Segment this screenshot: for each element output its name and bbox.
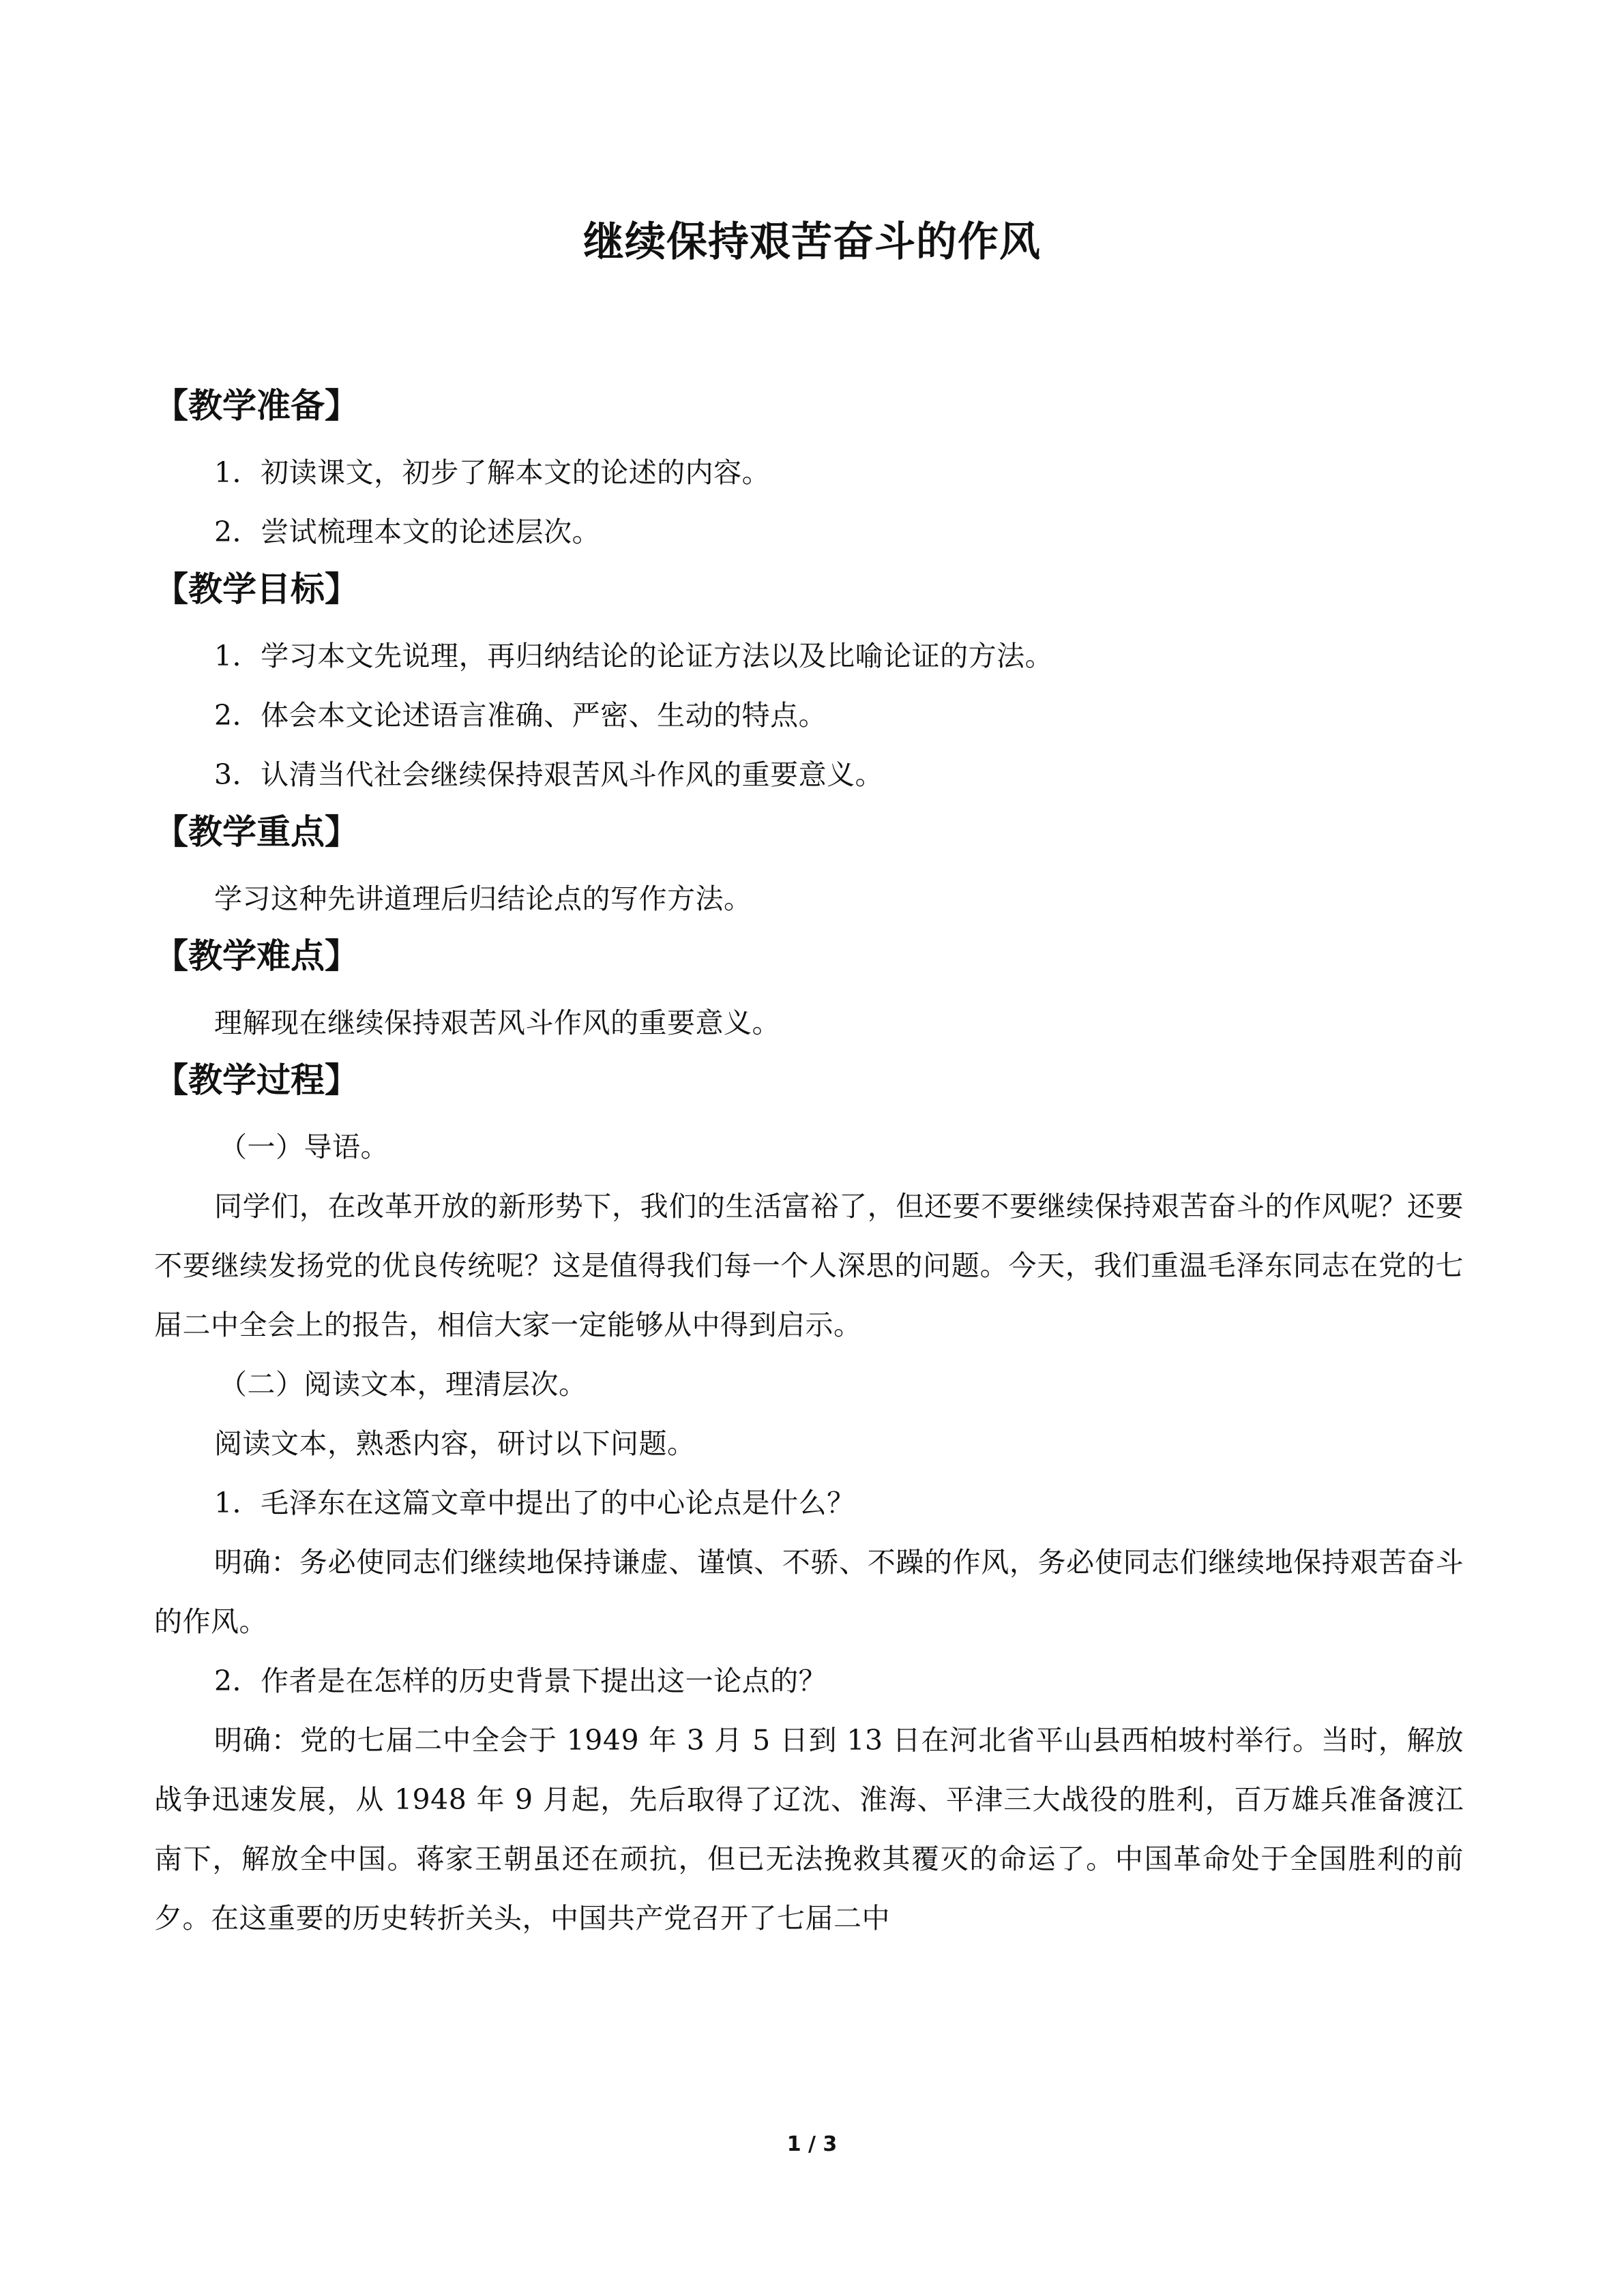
process-paragraph: （二）阅读文本，理清层次。 [219,1368,587,1401]
heading-preparation: 【教学准备】 [154,386,359,426]
process-paragraph: 2．作者是在怎样的历史背景下提出这一论点的？ [214,1665,827,1697]
document-body [154,378,1464,1948]
process-paragraph: 1．毛泽东在这篇文章中提出了的中心论点是什么？ [214,1487,855,1519]
objective-item-1: 1．学习本文先说理，再归纳结论的论证方法以及比喻论证的方法。 [214,640,1054,672]
page-number: 1 / 3 [786,2132,838,2156]
process-paragraph: 同学们，在改革开放的新形势下，我们的生活富裕了，但还要不要继续保持艰苦奋斗的作风呢？还要不要继续发扬党的优良传统呢？这是值得我们每一个人深思的问题。今天，我们重温毛泽东同志在党的七届二中全会上的报告，相信大家一定能够从中得到启示。 [154,1190,1464,1341]
preparation-item-2: 2．尝试梳理本文的论述层次。 [214,516,601,548]
heading-process: 【教学过程】 [154,1060,359,1100]
key-points-text: 学习这种先讲道理后归结论点的写作方法。 [214,882,752,915]
objective-item-2: 2．体会本文论述语言准确、严密、生动的特点。 [214,699,827,732]
process-paragraph: （一）导语。 [219,1131,389,1163]
preparation-item-1: 1．初读课文，初步了解本文的论述的内容。 [214,456,771,489]
difficulties-text: 理解现在继续保持艰苦风斗作风的重要意义。 [214,1007,780,1039]
heading-difficulties: 【教学难点】 [154,936,359,976]
heading-key-points: 【教学重点】 [154,812,359,852]
process-paragraph: 明确：务必使同志们继续地保持谦虚、谨慎、不骄、不躁的作风，务必使同志们继续地保持艰苦奋斗的作风。 [154,1546,1464,1638]
objective-item-3: 3．认清当代社会继续保持艰苦风斗作风的重要意义。 [214,758,884,791]
process-paragraph: 明确：党的七届二中全会于 1949 年 3 月 5 日到 13 日在河北省平山县西柏坡村举行。当时，解放战争迅速发展，从 1948 年 9 月起，先后取得了辽沈、淮海、平津三大战役的胜利，百万雄兵准备渡江南下，解放全中国。蒋家王朝虽还在顽抗，但已无法挽救其覆灭的命运了。中国革命处于全国胜利的前夕。在这重要的历史转折关头，中国共产党召开了七届二中 [154,1724,1464,1935]
process-paragraph: 阅读文本，熟悉内容，研讨以下问题。 [214,1427,696,1460]
document-title: 继续保持艰苦奋斗的作风 [583,218,1041,266]
heading-objectives: 【教学目标】 [154,569,359,609]
